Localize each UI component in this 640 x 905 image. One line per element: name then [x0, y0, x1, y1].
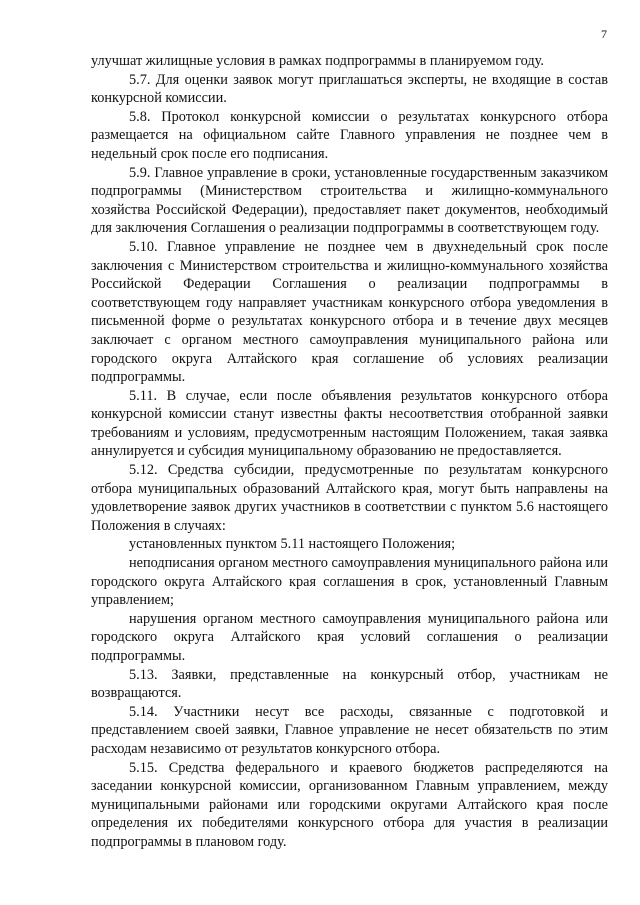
paragraph-5-11: 5.11. В случае, если после объявления результатов конкурсного отбора конкурсной комиссии станут известны факты несоответствия отобранной заявки требованиям и условиям, предусмотренным настоящим Положением, такая заявка аннулируется и субсидия муниципальному образованию не предоставляется.	[91, 387, 608, 460]
document-body	[91, 52, 608, 852]
paragraph-5-12-case-2: неподписания органом местного самоуправления муниципального района или городского округа Алтайского края соглашения в срок, установленный Главным управлением;	[91, 555, 608, 609]
paragraph-5-8: 5.8. Протокол конкурсной комиссии о результатах конкурсного отбора размещается на официальном сайте Главного управления не позднее чем в недельный срок после его подписания.	[91, 108, 608, 162]
paragraph-5-12-case-3: нарушения органом местного самоуправления муниципального района или городского округа Алтайского края условий соглашения о реализации подпрограммы.	[91, 610, 608, 664]
paragraph-5-12-case-1: установленных пунктом 5.11 настоящего Положения;	[129, 536, 456, 553]
paragraph-5-10: 5.10. Главное управление не позднее чем в двухнедельный срок после заключения с Министерством строительства и жилищно-коммунального хозяйства Российской Федерации Соглашения о реализации подпрограммы в соответствующем году направляет участникам конкурсного отбора уведомления в письменной форме о результатах конкурсного отбора и в течение двух месяцев заключает с органом местного самоуправления муниципального района или городского округа Алтайского края соглашение об условиях реализации подпрограммы.	[91, 238, 608, 386]
paragraph-5-14: 5.14. Участники несут все расходы, связанные с подготовкой и представлением своей заявки, Главное управление не несет обязательств по этим расходам независимо от результатов конкурсного отбора.	[91, 703, 608, 757]
page-number: 7	[601, 27, 607, 41]
paragraph-5-15: 5.15. Средства федерального и краевого бюджетов распределяются на заседании конкурсной комиссии, организованном Главным управлением, между муниципальными районами или городскими округами Алтайского края после определения их победителями конкурсного отбора для участия в реализации подпрограммы в плановом году.	[91, 759, 608, 850]
paragraph-continuation: улучшат жилищные условия в рамках подпрограммы в планируемом году.	[91, 53, 544, 69]
paragraph-5-9: 5.9. Главное управление в сроки, установленные государственным заказчиком подпрограммы (Министерством строительства и жилищно-коммунального хозяйства Российской Федерации), предоставляет пакет документов, необходимый для заключения Соглашения о реализации подпрограммы в соответствующем году.	[91, 164, 608, 237]
paragraph-5-12: 5.12. Средства субсидии, предусмотренные по результатам конкурсного отбора муниципальных образований Алтайского края, могут быть направлены на удовлетворение заявок других участников в соответствии с пунктом 5.6 настоящего Положения в случаях:	[91, 462, 608, 534]
paragraph-5-7: 5.7. Для оценки заявок могут приглашаться эксперты, не входящие в состав конкурсной комиссии.	[91, 71, 608, 107]
paragraph-5-13: 5.13. Заявки, представленные на конкурсный отбор, участникам не возвращаются.	[91, 666, 608, 702]
